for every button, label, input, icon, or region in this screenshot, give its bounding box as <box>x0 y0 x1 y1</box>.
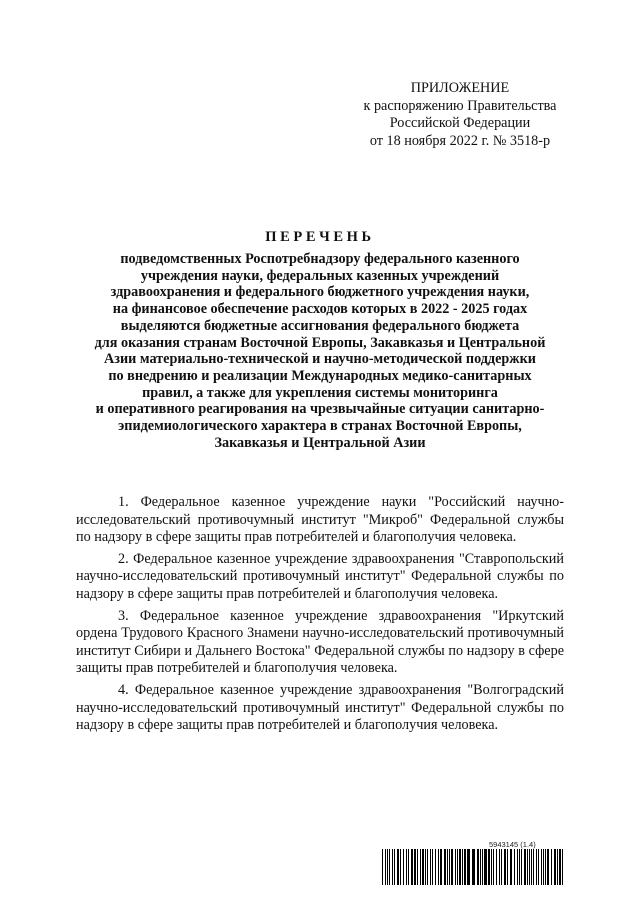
appendix-authority: Российской Федерации <box>389 115 531 131</box>
appendix-decree: к распоряжению Правительства <box>363 97 557 114</box>
subtitle-line: здравоохранения и федерального бюджетного учреждения науки, <box>110 284 530 301</box>
list-item: 1. Федеральное казенное учреждение науки "Российский научно-исследовательский противочумный институт "Микроб" Федеральной службы по надзору в сфере защиты прав потребителей и благополучия человека. <box>76 494 564 546</box>
subtitle-line: подведомственных Роспотребнадзору федерального казенного <box>120 251 520 267</box>
document-body <box>76 494 564 739</box>
appendix-header <box>330 80 590 150</box>
barcode-number: 5943145 (1.4) <box>489 840 536 849</box>
subtitle-line: эпидемиологического характера в странах Восточной Европы, <box>118 418 522 435</box>
appendix-date-number: от 18 ноября 2022 г. № 3518-р <box>369 132 551 149</box>
subtitle-line: по внедрению и реализации Международных медико-санитарных <box>108 367 532 384</box>
subtitle-line: выделяются бюджетные ассигнования федерального бюджета <box>120 317 520 334</box>
list-item: 3. Федеральное казенное учреждение здравоохранения "Иркутский ордена Трудового Красного Знамени научно-исследовательский противочумный институт Сибири и Дальнего Востока" Федеральной службы по надзору в сфере защиты прав потребителей и благополучия человека. <box>76 607 564 677</box>
subtitle-line: для оказания странам Восточной Европы, Закавказья и Центральной <box>94 334 546 351</box>
document-subtitle <box>60 251 580 451</box>
subtitle-line: Закавказья и Центральной Азии <box>214 434 426 451</box>
list-item: 4. Федеральное казенное учреждение здравоохранения "Волгоградский научно-исследовательский противочумный институт" Федеральной службы по надзору в сфере защиты прав потребителей и благополучия человека. <box>76 681 564 734</box>
barcode-icon <box>382 849 564 885</box>
appendix-label: ПРИЛОЖЕНИЕ <box>410 80 510 96</box>
subtitle-line: и оперативного реагирования на чрезвычайные ситуации санитарно- <box>95 401 545 418</box>
subtitle-line: на финансовое обеспечение расходов которых в 2022 - 2025 годах <box>112 301 528 318</box>
subtitle-line: Азии материально-технической и научно-методической поддержки <box>104 351 536 368</box>
list-item: 2. Федеральное казенное учреждение здравоохранения "Ставропольский научно-исследовательский противочумный институт" Федеральной службы по надзору в сфере защиты прав потребителей и благополучия человека. <box>76 550 564 602</box>
subtitle-line: правил, а также для укрепления системы мониторинга <box>142 384 498 401</box>
document-title: ПЕРЕЧЕНЬ <box>265 229 375 245</box>
subtitle-line: учреждения науки, федеральных казенных учреждений <box>140 267 500 284</box>
